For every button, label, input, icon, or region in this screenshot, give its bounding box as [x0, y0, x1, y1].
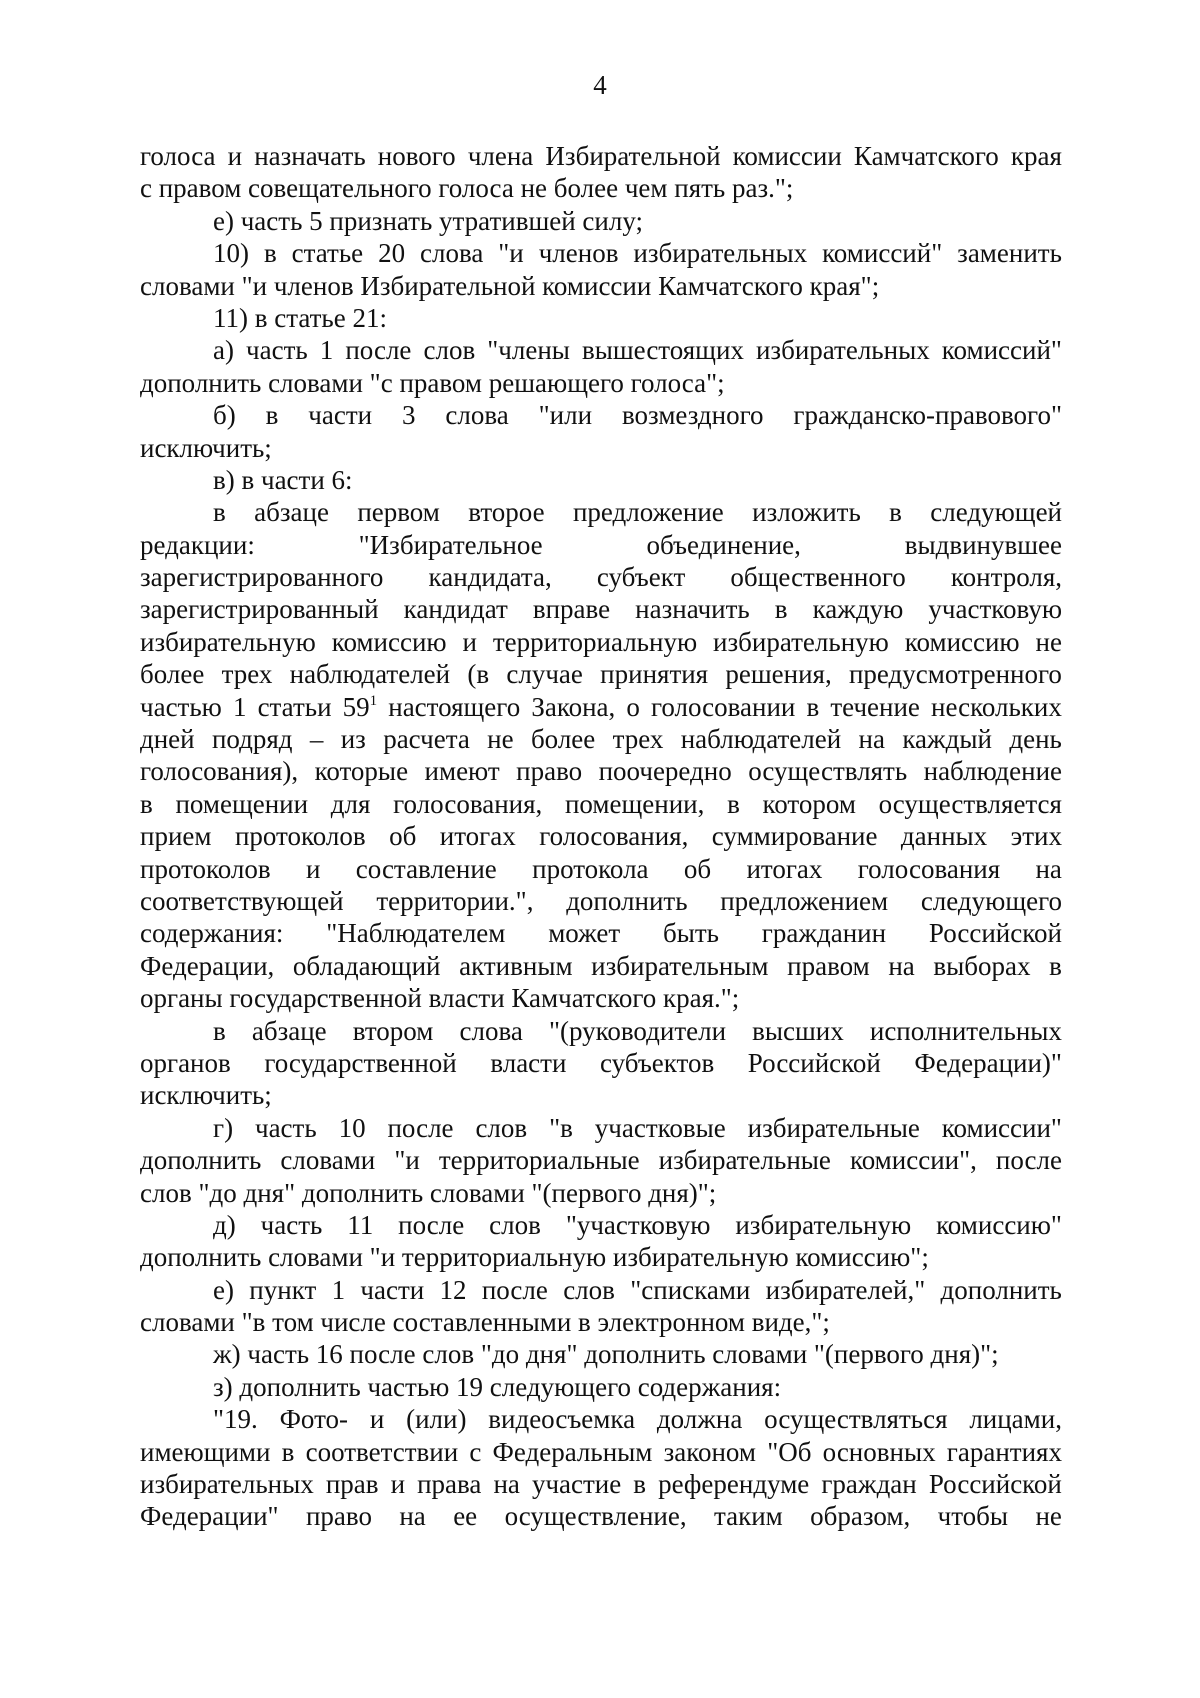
text-line: частью 1 статьи $59^1$ настоящего Закона, о голосовании в течение нескольких [140, 691, 1062, 722]
text-line: слов "до дня" дополнить словами "(первого дня)"; [140, 1177, 717, 1208]
text-line: избирательных прав и права на участие в референдуме граждан Российской [140, 1469, 1062, 1500]
text-line: более трех наблюдателей (в случае принятия решения, предусмотренного [140, 659, 1062, 690]
text-line: содержания: "Наблюдателем может быть гражданин Российской [140, 918, 1062, 949]
text-line: голосования), которые имеют право поочередно осуществлять наблюдение [140, 756, 1062, 787]
document-body [140, 140, 1062, 1533]
text-line: протоколов и составление протокола об итогах голосования на [140, 853, 1062, 884]
text-line: "19. Фото- и (или) видеосъемка должна осуществляться лицами, [213, 1404, 1062, 1435]
text-line: Федерации, обладающий активным избирательным правом на выборах в [140, 950, 1062, 981]
text-line: зарегистрированный кандидат вправе назначить в каждую участковую [140, 594, 1062, 625]
text-line: с правом совещательного голоса не более чем пять раз."; [140, 173, 794, 204]
text-line: избирательную комиссию и территориальную избирательную комиссию не [140, 626, 1062, 657]
text-line: ж) часть 16 после слов "до дня" дополнить словами "(первого дня)"; [213, 1339, 999, 1370]
text-line: Федерации" право на ее осуществление, таким образом, чтобы не [140, 1501, 1062, 1532]
text-line: з) дополнить частью 19 следующего содержания: [213, 1371, 782, 1402]
text-line: 10) в статье 20 слова "и членов избирательных комиссий" заменить [213, 238, 1062, 269]
text-line: дополнить словами "и территориальные избирательные комиссии", после [140, 1145, 1062, 1176]
text-line: дополнить словами "с правом решающего голоса"; [140, 367, 725, 398]
text-line: в помещении для голосования, помещении, в котором осуществляется [140, 788, 1062, 819]
text-line: в) в части 6: [213, 464, 353, 495]
text-line: зарегистрированного кандидата, субъект общественного контроля, [140, 562, 1062, 593]
text-line: прием протоколов об итогах голосования, суммирование данных этих [140, 821, 1062, 852]
page-number: 4 [593, 70, 607, 100]
text-line: в абзаце первом второе предложение изложить в следующей [213, 497, 1062, 528]
text-line: в абзаце втором слова "(руководители высших исполнительных [213, 1015, 1062, 1046]
text-line: б) в части 3 слова "или возмездного гражданско-правового" [213, 400, 1062, 431]
text-line: органы государственной власти Камчатского края."; [140, 983, 740, 1014]
text-line: дней подряд – из расчета не более трех наблюдателей на каждый день [140, 724, 1062, 755]
text-line: редакции: "Избирательное объединение, выдвинувшее [140, 529, 1062, 560]
text-line: дополнить словами "и территориальную избирательную комиссию"; [140, 1242, 929, 1273]
text-line: словами "в том числе составленными в электронном виде,"; [140, 1307, 830, 1338]
text-line: г) часть 10 после слов "в участковые избирательные комиссии" [213, 1112, 1062, 1143]
text-line: а) часть 1 после слов "члены вышестоящих избирательных комиссий" [213, 335, 1062, 366]
text-line: 11) в статье 21: [213, 302, 387, 333]
text-line: исключить; [140, 1080, 272, 1111]
text-line: е) пункт 1 части 12 после слов "списками избирателей," дополнить [213, 1274, 1062, 1305]
text-line: голоса и назначать нового члена Избирательной комиссии Камчатского края [140, 141, 1062, 171]
text-line: д) часть 11 после слов "участковую избирательную комиссию" [213, 1209, 1062, 1240]
text-line: соответствующей территории.", дополнить предложением следующего [140, 885, 1062, 916]
text-line: исключить; [140, 432, 272, 463]
text-line: словами "и членов Избирательной комиссии Камчатского края"; [140, 270, 880, 301]
text-line: е) часть 5 признать утратившей силу; [213, 205, 643, 236]
text-line: имеющими в соответствии с Федеральным законом "Об основных гарантиях [140, 1436, 1062, 1467]
text-line: органов государственной власти субъектов Российской Федерации)" [140, 1047, 1062, 1078]
